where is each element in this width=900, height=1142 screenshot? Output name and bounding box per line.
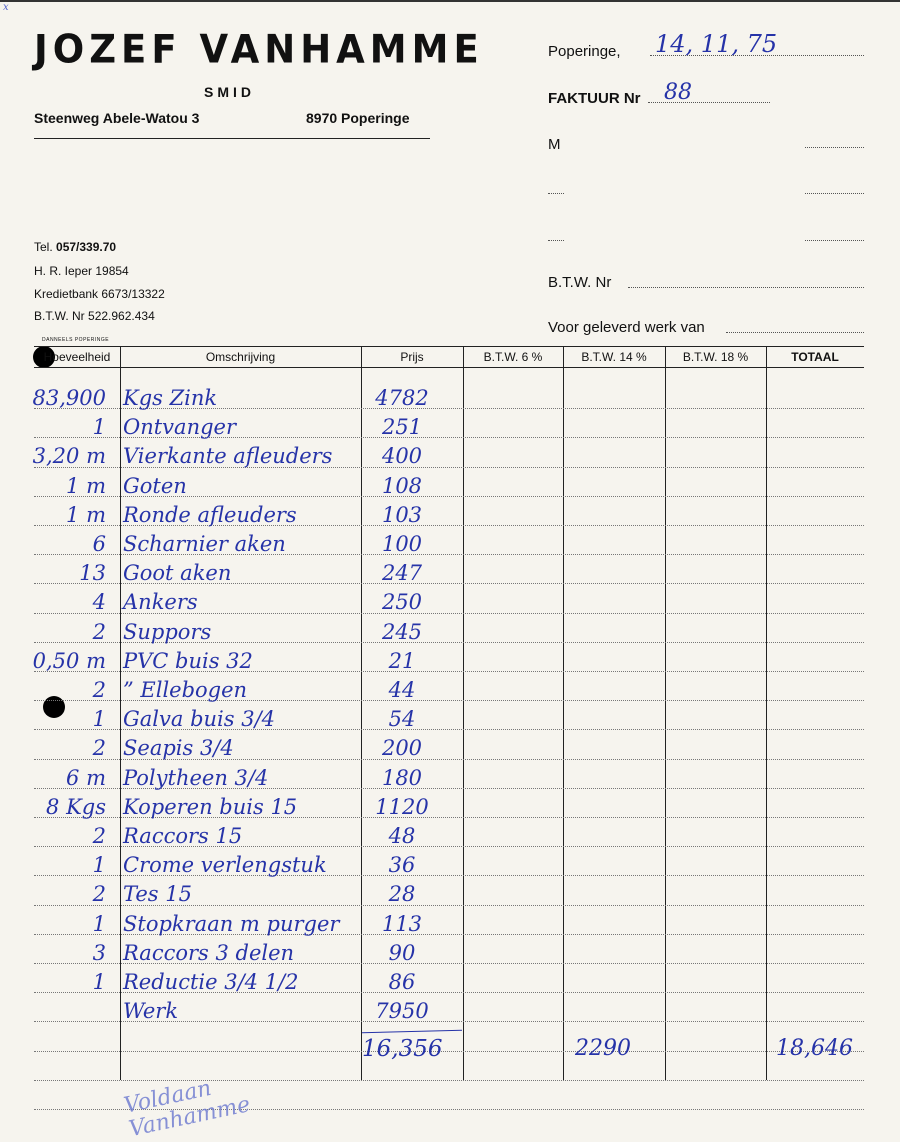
row-rule: [34, 1080, 864, 1081]
item-price: 200: [381, 736, 423, 761]
item-description: Ontvanger: [123, 415, 236, 440]
item-description: Goten: [123, 473, 187, 498]
item-quantity: 2: [92, 824, 106, 848]
item-price: 247: [381, 561, 423, 586]
item-quantity: 0,50 m: [32, 648, 106, 673]
trade: SMID: [204, 84, 255, 100]
item-price: 108: [381, 473, 423, 498]
addr-line-2b: [805, 240, 864, 241]
item-description: PVC buis 32: [123, 648, 253, 673]
subtotal-underline: [362, 1030, 462, 1034]
item-price: 86: [388, 970, 416, 994]
item-description: Tes 15: [123, 882, 192, 907]
col-divider-4: [563, 346, 564, 1080]
item-quantity: 2: [92, 882, 106, 907]
corner-mark: x: [3, 2, 9, 13]
item-description: Reductie 3/4 1/2: [123, 970, 299, 994]
item-quantity: 1 m: [66, 473, 106, 498]
place-label: Poperinge,: [548, 43, 621, 60]
item-price: 245: [381, 619, 423, 644]
faktuur-number: 88: [664, 80, 692, 105]
col-divider-5: [665, 346, 666, 1080]
item-quantity: 1: [92, 970, 106, 994]
btw14-total: 2290: [575, 1036, 631, 1061]
item-price: 4782: [375, 386, 429, 410]
item-description: Stopkraan m purger: [123, 911, 340, 936]
item-price: 251: [381, 415, 423, 440]
grand-total: 18,646: [776, 1036, 853, 1061]
item-description: Vierkante afleuders: [123, 444, 333, 469]
col-header-btw6: B.T.W. 6 %: [463, 346, 563, 368]
item-price: 100: [381, 532, 423, 556]
item-description: Werk: [123, 999, 179, 1024]
item-price: 1120: [375, 794, 429, 819]
item-quantity: 13: [79, 561, 106, 586]
col-header-prijs: Prijs: [361, 346, 463, 368]
letterhead-divider: [34, 138, 430, 139]
item-description: Crome verlengstuk: [123, 853, 327, 878]
item-price: 400: [381, 444, 423, 469]
addr-line-2a: [548, 240, 564, 241]
tel-line: Tel. 057/339.70: [34, 240, 117, 254]
item-price: 90: [388, 940, 416, 965]
addr-line-1b: [805, 193, 864, 194]
company-name: JOZEF VANHAMME: [34, 26, 484, 73]
client-btw-label: B.T.W. Nr: [548, 274, 612, 291]
delivered-line: [726, 332, 864, 333]
item-quantity: 1: [92, 853, 106, 878]
item-description: Ronde afleuders: [123, 502, 297, 527]
item-description: Goot aken: [123, 561, 232, 586]
item-description: Raccors 3 delen: [123, 940, 295, 965]
item-description: Raccors 15: [123, 824, 243, 848]
item-description: Seapis 3/4: [123, 736, 234, 761]
item-price: 103: [381, 502, 423, 527]
btw-line: B.T.W. Nr 522.962.434: [34, 309, 155, 323]
item-quantity: 1: [92, 415, 106, 440]
col-divider-1: [120, 346, 121, 1080]
col-header-hoeveelheid: Hoeveelheid: [34, 346, 120, 368]
item-quantity: 2: [92, 678, 106, 702]
printer-mark: DANNEELS POPERINGE: [42, 337, 110, 343]
item-price: 28: [388, 882, 416, 907]
item-quantity: 1: [92, 707, 106, 732]
item-price: 44: [388, 678, 416, 702]
item-description: Suppors: [123, 619, 212, 644]
subtotal-value: 16,356: [362, 1036, 443, 1062]
col-header-btw14: B.T.W. 14 %: [563, 346, 665, 368]
item-price: 7950: [375, 999, 429, 1024]
item-price: 36: [388, 853, 416, 878]
item-price: 250: [381, 590, 423, 615]
item-quantity: 2: [92, 736, 106, 761]
col-header-btw18: B.T.W. 18 %: [665, 346, 766, 368]
item-description: Ankers: [123, 590, 198, 615]
m-label: M: [548, 136, 561, 153]
item-quantity: 3: [92, 940, 106, 965]
row-rule: [34, 1051, 864, 1052]
item-quantity: 8 Kgs: [46, 794, 106, 819]
item-description: Scharnier aken: [123, 532, 286, 556]
m-line: [805, 147, 864, 148]
item-price: 54: [388, 707, 416, 732]
item-quantity: 4: [92, 590, 106, 615]
col-divider-3: [463, 346, 464, 1080]
col-divider-6: [766, 346, 767, 1080]
invoice-date: 14, 11, 75: [655, 30, 778, 58]
item-description: ” Ellebogen: [123, 678, 248, 702]
item-quantity: 1: [92, 911, 106, 936]
col-header-totaal: TOTAAL: [766, 346, 864, 368]
item-price: 113: [381, 911, 423, 936]
item-description: Koperen buis 15: [123, 794, 298, 819]
signature: Voldaan Vanhamme: [121, 1075, 253, 1142]
item-quantity: 6 m: [66, 765, 106, 790]
hr-line: H. R. Ieper 19854: [34, 264, 129, 278]
item-quantity: 83,900: [32, 386, 106, 410]
item-price: 180: [381, 765, 423, 790]
addr-line-1a: [548, 193, 564, 194]
item-price: 21: [388, 648, 416, 673]
item-quantity: 2: [92, 619, 106, 644]
company-address: Steenweg Abele-Watou 3: [34, 110, 200, 126]
top-edge-line: [0, 0, 900, 2]
delivered-label: Voor geleverd werk van: [548, 319, 705, 336]
item-description: Kgs Zink: [123, 386, 218, 410]
item-quantity: [10, 994, 106, 1023]
item-quantity: 6: [92, 532, 106, 556]
item-quantity: 1 m: [66, 502, 106, 527]
item-quantity: 3,20 m: [32, 444, 106, 469]
col-header-omschrijving: Omschrijving: [120, 346, 361, 368]
company-postal: 8970 Poperinge: [306, 110, 410, 126]
item-description: Polytheen 3/4: [123, 765, 269, 790]
item-price: 48: [388, 824, 416, 848]
item-description: Galva buis 3/4: [123, 707, 276, 732]
faktuur-label: FAKTUUR Nr: [548, 90, 641, 107]
client-btw-line: [628, 287, 864, 288]
bank-line: Kredietbank 6673/13322: [34, 287, 165, 301]
